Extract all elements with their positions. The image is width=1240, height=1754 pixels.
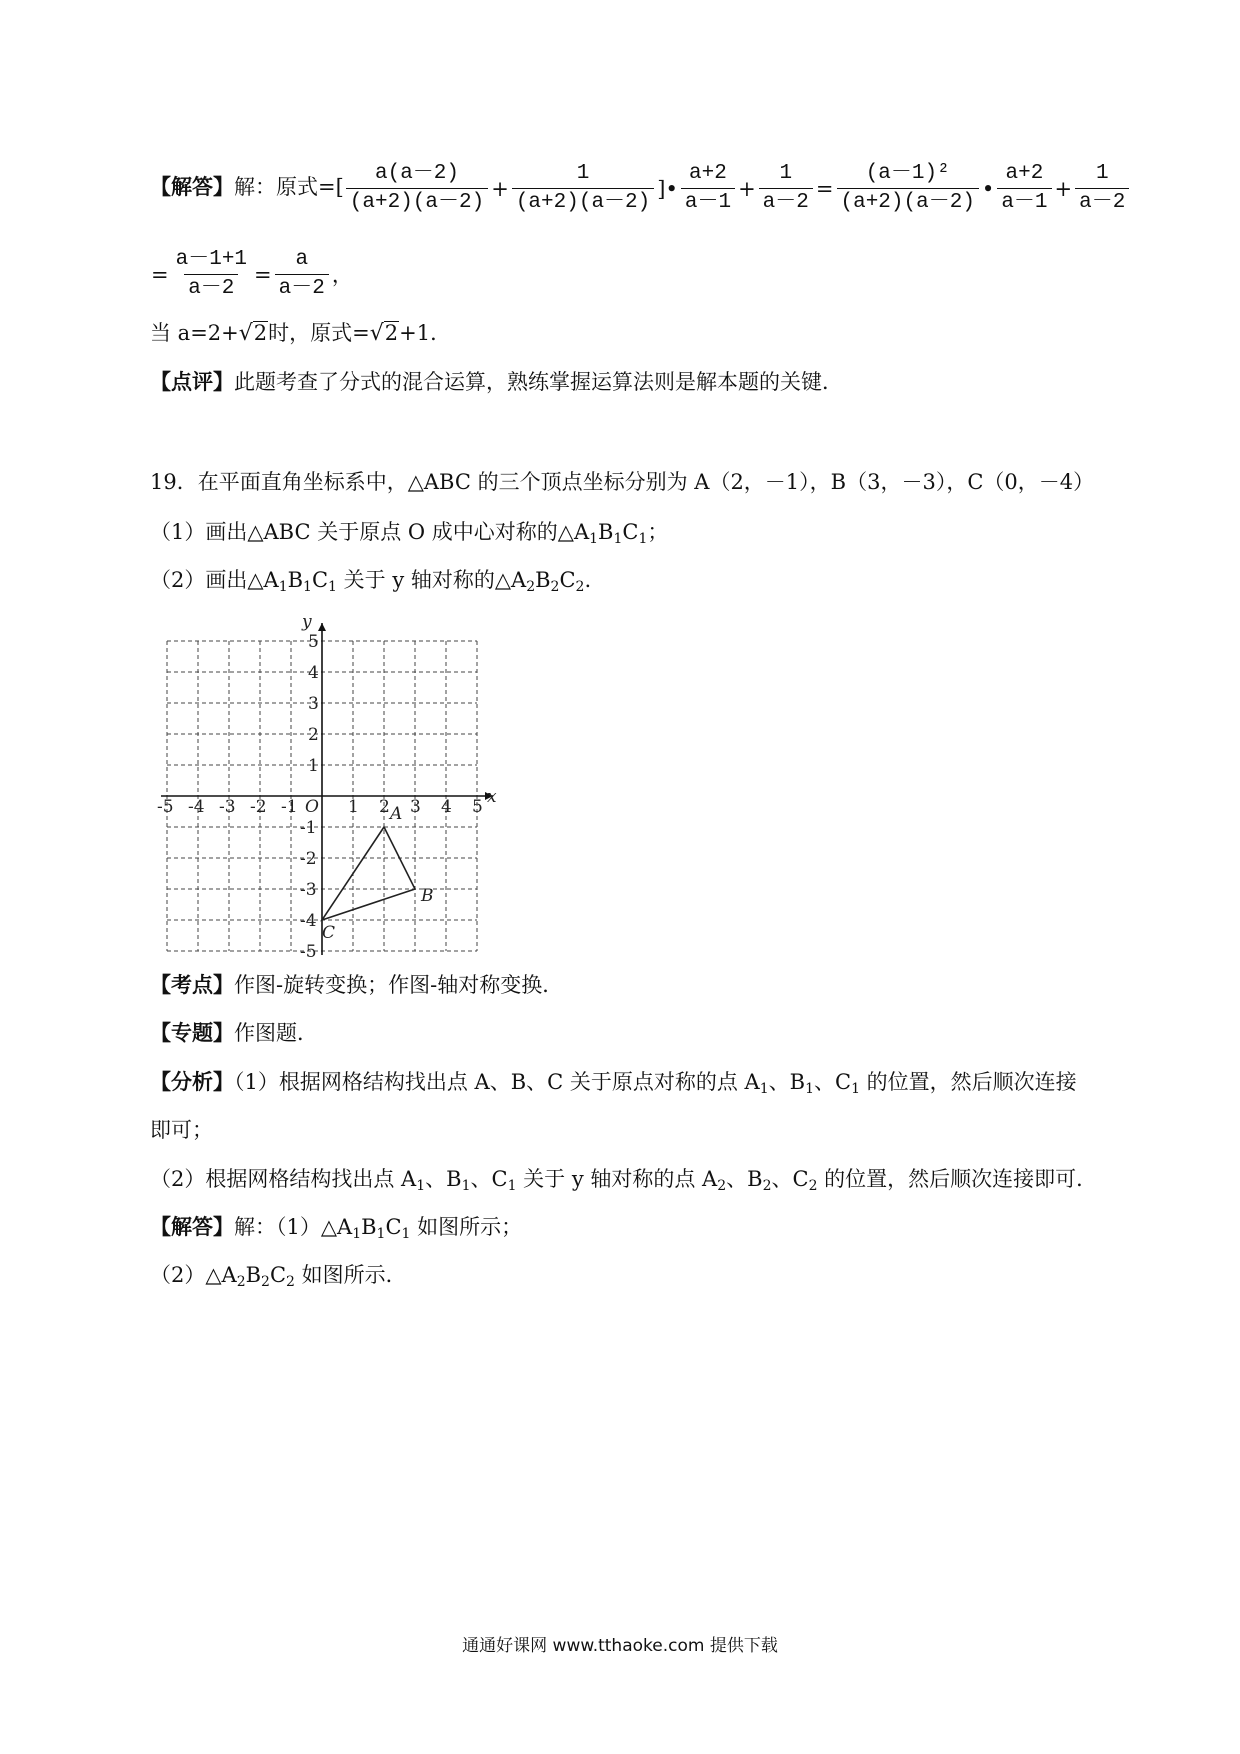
- solution-line-3: 当 a=2+√2时，原式=√2+1．: [150, 321, 452, 346]
- solution-tag: 【解答】: [150, 174, 234, 199]
- fraction-9: $\frac{a}{a-2}$: [275, 248, 329, 301]
- comment-line: 【点评】此题考查了分式的混合运算，熟练掌握运算法则是解本题的关键．: [150, 369, 843, 394]
- analysis-line-2: 即可；: [150, 1118, 213, 1142]
- fraction-7: $\frac{1}{a-2}$: [1075, 162, 1129, 215]
- x-tick-label: -3: [219, 797, 236, 817]
- vertex-label-a: A: [390, 804, 403, 824]
- sqrt-symbol: √: [238, 321, 253, 346]
- x-tick-label: 5: [472, 797, 483, 817]
- solution2-line-1: 【解答】解：$(1)\triangle A_1B_1C_1$ 如图所示；: [150, 1214, 523, 1242]
- sqrt-symbol: √: [369, 321, 384, 346]
- q19-part-1: （1）画出△ABC 关于原点 O 成中心对称的$\triangle A_1B_1C_1$；: [150, 520, 669, 547]
- x-tick-label: -2: [250, 797, 267, 817]
- coordinate-grid-figure: [140, 598, 510, 963]
- page-footer: 通通好课网 www.tthaoke.com 提供下载: [462, 1636, 778, 1656]
- y-axis-arrow-icon: [318, 623, 326, 631]
- vertex-label-b: B: [421, 886, 434, 906]
- y-tick-label: 2: [308, 725, 319, 745]
- vertex-label-c: C: [322, 923, 336, 943]
- x-tick-label: 2: [379, 797, 390, 817]
- fraction-6: $\frac{a+2}{a-1}$: [997, 162, 1051, 215]
- solution-line-2: = $\frac{a-1+1}{a-2}$ = $\frac{a}{a-2}$ ，: [151, 248, 353, 300]
- y-tick-label: -2: [300, 849, 317, 869]
- x-tick-label: -1: [281, 797, 298, 817]
- y-tick-label: -4: [300, 911, 317, 931]
- fraction-3: $\frac{a+2}{a-1}$: [681, 162, 735, 215]
- y-tick-label: 3: [308, 694, 319, 714]
- x-tick-label: 3: [410, 797, 421, 817]
- fraction-4: $\frac{1}{a-2}$: [759, 162, 813, 215]
- analysis-line-3: （2）根据网格结构找出点 $A_1$、$B_1$、$C_1$ 关于 y 轴对称的点 $A_2$、$B_2$、$C_2$ 的位置，然后顺次连接即可．: [150, 1167, 1098, 1194]
- zhuanti-line: 【专题】作图题．: [150, 1020, 318, 1045]
- x-tick-label: -4: [188, 797, 205, 817]
- fraction-8: $\frac{a-1+1}{a-2}$: [175, 248, 248, 300]
- analysis-line-1: 【分析】（1）根据网格结构找出点 A、B、C 关于原点对称的点 $A_1$、$B_1$、$C_1$ 的位置，然后顺次连接: [150, 1069, 1077, 1097]
- y-tick-label: -1: [300, 818, 317, 838]
- y-tick-label: 5: [308, 632, 319, 652]
- origin-label: O: [305, 797, 319, 817]
- solution-lead: 解：原式=[: [234, 175, 344, 199]
- x-axis-label: x: [487, 787, 497, 807]
- x-tick-label: -5: [157, 797, 174, 817]
- kaodian-line: 【考点】作图-旋转变换；作图-轴对称变换．: [150, 972, 564, 997]
- q19-part-2: （2）画出$\triangle A_1B_1C_1$ 关于 y 轴对称的$\triangle A_2B_2C_2$.: [150, 568, 592, 595]
- y-tick-label: 1: [308, 756, 319, 776]
- x-tick-label: 1: [348, 797, 359, 817]
- fraction-5: $\frac{\text{(a－1)²}}{(a+2)(a-2)}$: [837, 162, 979, 215]
- triangle-abc: [322, 827, 415, 920]
- fraction-2: $\frac{1}{(a+2)(a-2)}$: [512, 162, 654, 215]
- solution2-line-2: $(2)\triangle A_2B_2C_2$ 如图所示．: [150, 1263, 407, 1290]
- y-tick-label: -5: [300, 942, 317, 962]
- y-tick-label: -3: [300, 880, 317, 900]
- x-tick-label: 4: [441, 797, 452, 817]
- q19-stem: 19．在平面直角坐标系中，△ABC 的三个顶点坐标分别为 A（2，－1），B（3，－3），C（0，－4）: [150, 470, 1095, 494]
- y-axis-label: y: [302, 612, 312, 632]
- fraction-1: $\frac{a(a-2)}{(a+2)(a-2)}$: [346, 162, 488, 215]
- y-tick-label: 4: [308, 663, 319, 683]
- solution-line-1: 【解答】解：原式=[ $\frac{a(a-2)}{(a+2)(a-2)}$ + $\frac{1}{(a+2)(a-2)}$ ]• $\frac{a+2}{a-1}$ + $\frac{1}{a-2}$ = $\frac{\text{(a－1)²}}{(a+2)(a-2)}$ • $\frac{a+2}{a-1}$ + $\frac{1}{a-2}$: [150, 162, 1131, 215]
